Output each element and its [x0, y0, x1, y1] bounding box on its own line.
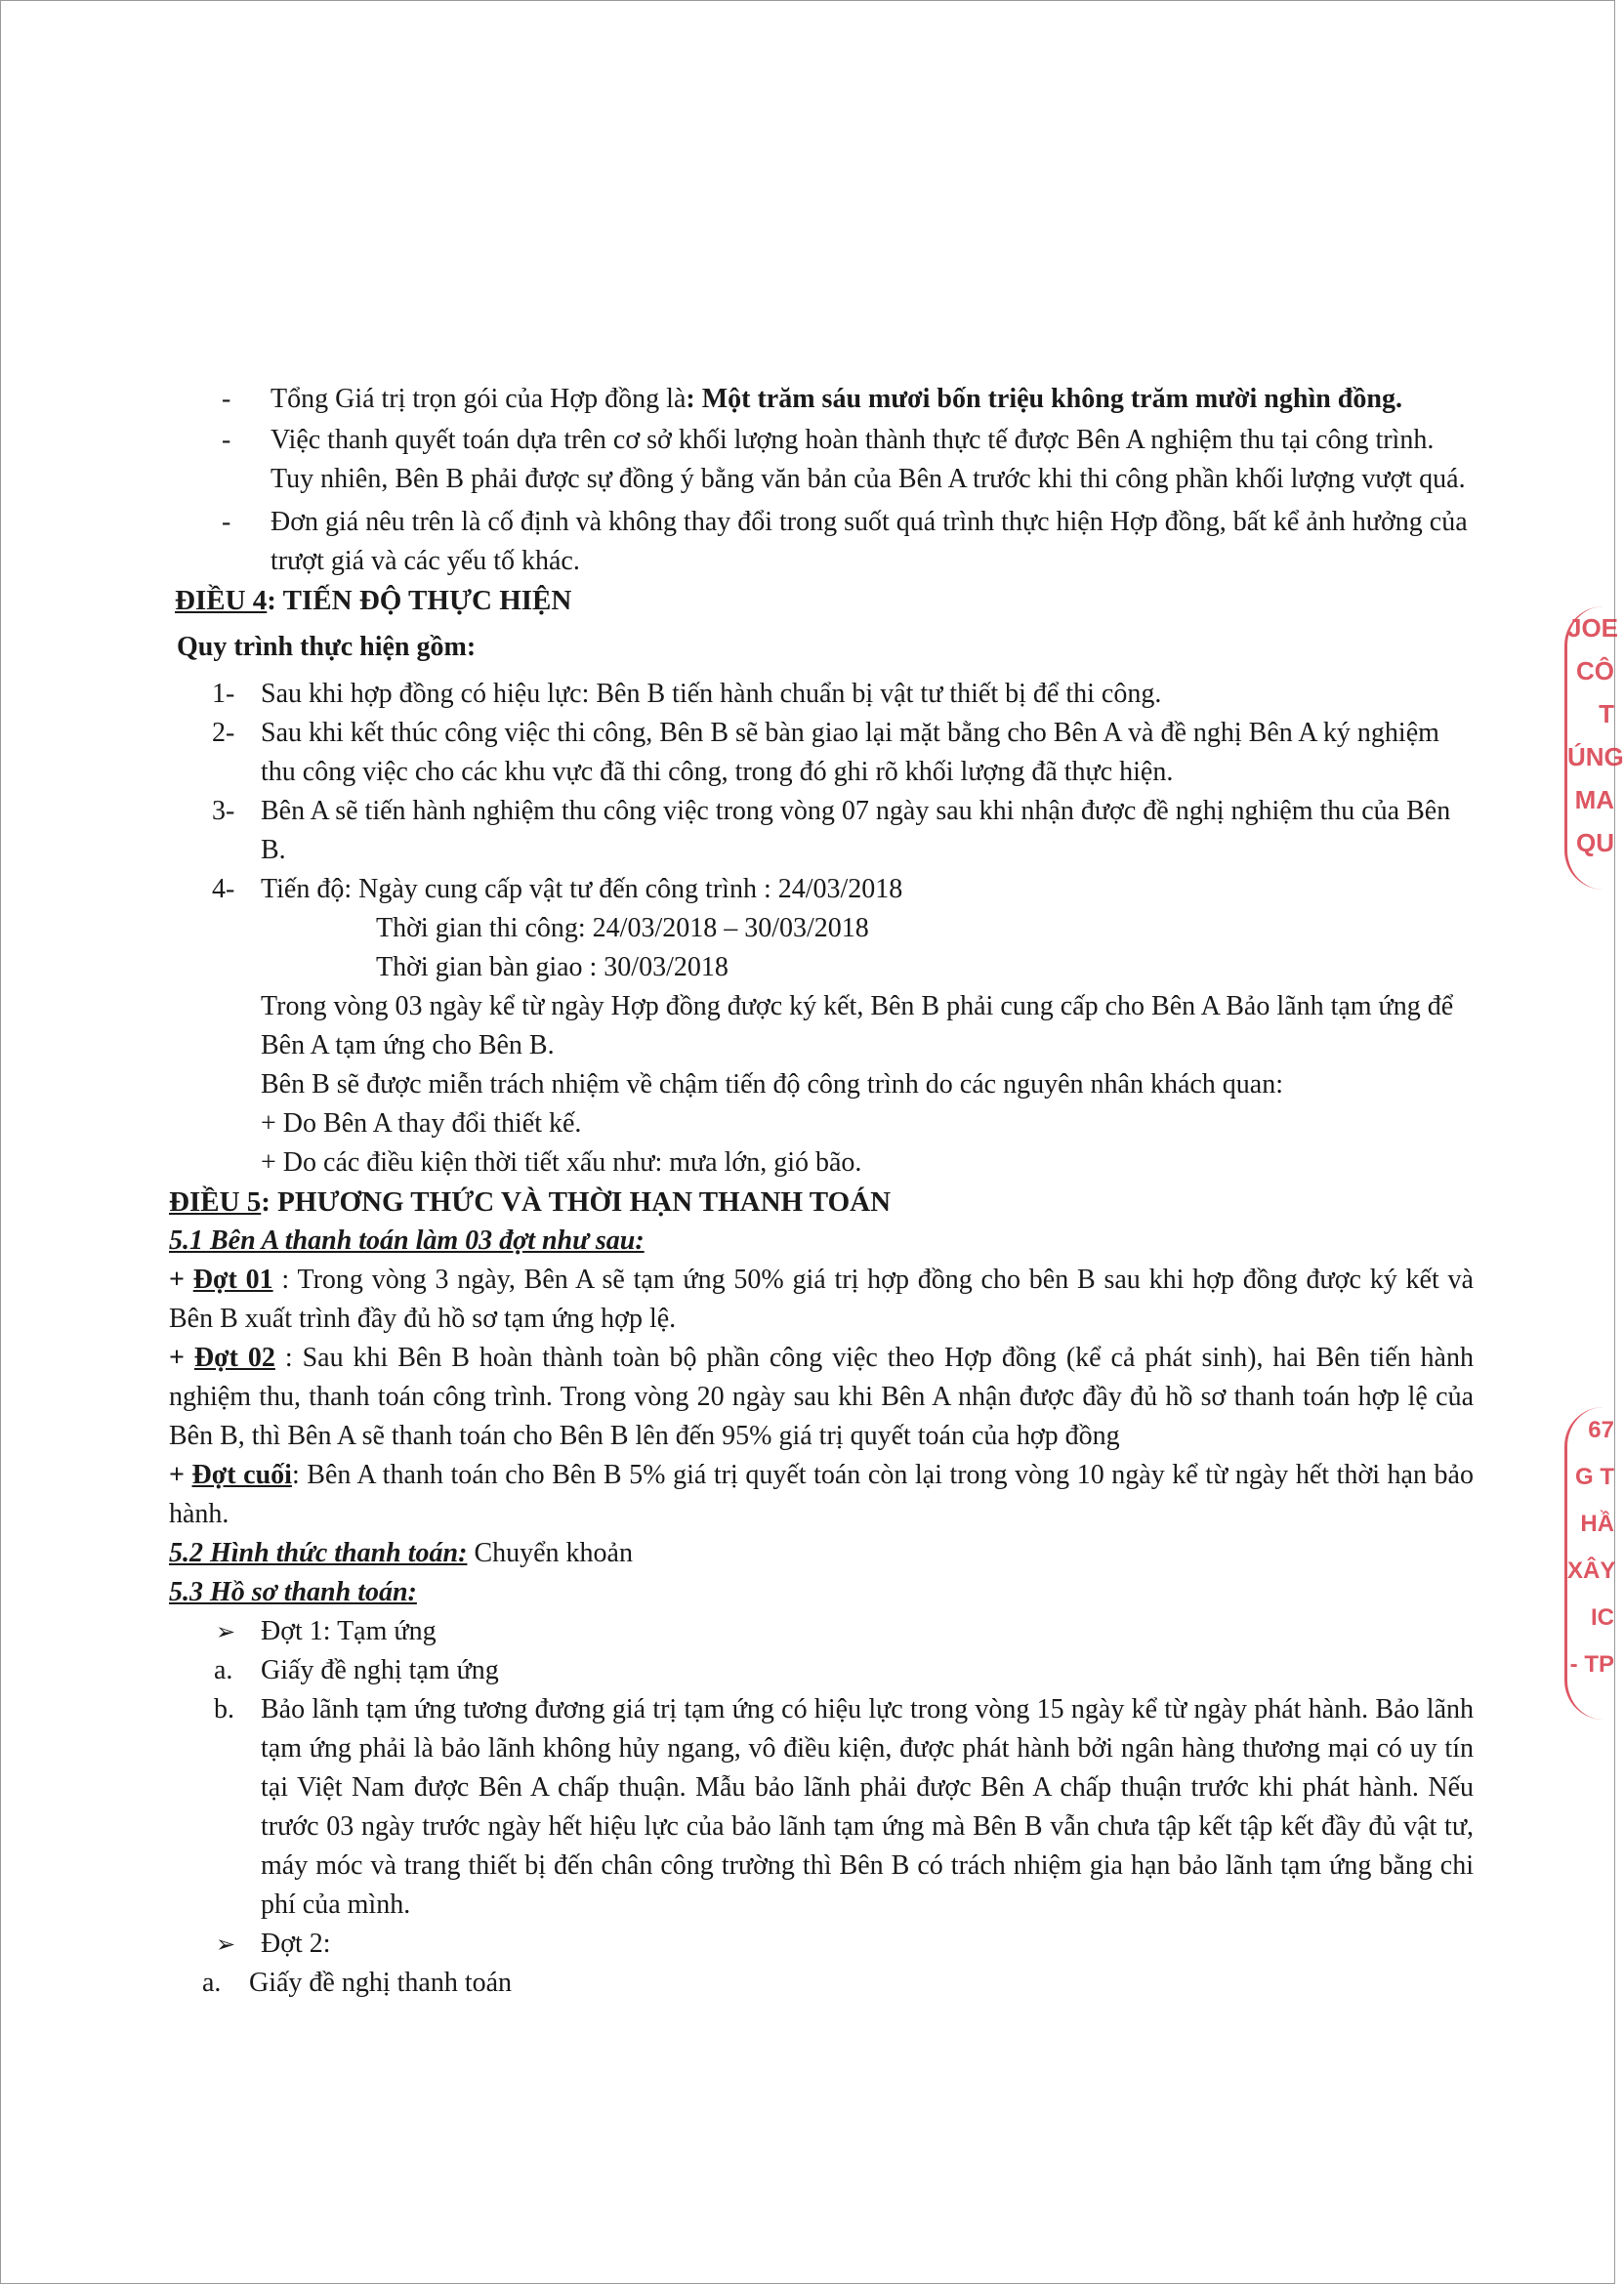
article-4-intro: Quy trình thực hiện gồm:	[177, 632, 477, 662]
installment-final: + Đợt cuối: Bên A thanh toán cho Bên B 5% giá trị quyết toán còn lại trong vòng 10 ngày kể từ ngày hết thời hạn bảo hành.	[169, 1460, 1474, 1529]
red-stamp-fragment-top: JOE CÔ T ÚNG MA QU	[1564, 606, 1614, 890]
installment-01: + Đợt 01 : Trong vòng 3 ngày, Bên A sẽ tạm ứng 50% giá trị hợp đồng cho bên B sau khi hợp đồng được ký kết và Bên B xuất trình đầy đủ hồ sơ tạm ứng hợp lệ.	[169, 1265, 1474, 1334]
document-body	[169, 380, 1474, 2003]
price-bullet-total: - Tổng Giá trị trọn gói của Hợp đồng là: Một trăm sáu mươi bốn triệu không trăm mười nghìn đồng.	[222, 384, 1402, 414]
arrow-bullet-icon: ➢	[216, 1931, 236, 1958]
step-1: 1- Sau khi hợp đồng có hiệu lực: Bên B tiến hành chuẩn bị vật tư thiết bị để thi công.	[212, 679, 1162, 709]
section-5-3-heading: 5.3 Hồ sơ thanh toán:	[169, 1577, 417, 1607]
article-5-heading: ĐIỀU 5: PHƯƠNG THỨC VÀ THỜI HẠN THANH TOÁN	[169, 1186, 892, 1218]
exemption-text: Bên B sẽ được miễn trách nhiệm về chậm tiến độ công trình do các nguyên nhân khách quan:	[261, 1069, 1284, 1100]
exemption-reason-2: + Do các điều kiện thời tiết xấu như: mưa lớn, gió bão.	[261, 1147, 862, 1178]
article-4-heading: ĐIỀU 4: TIẾN ĐỘ THỰC HIỆN	[175, 585, 572, 616]
price-bullet-unit-price: - Đơn giá nêu trên là cố định và không thay đổi trong suốt quá trình thực hiện Hợp đồng, bất kể ảnh hưởng của trượt giá và các yếu tố khác.	[222, 507, 1468, 576]
section-5-2: 5.2 Hình thức thanh toán: Chuyển khoản	[169, 1538, 633, 1568]
price-bullet-settlement: - Việc thanh quyết toán dựa trên cơ sở khối lượng hoàn thành thực tế được Bên A nghiệm thu tại công trình. Tuy nhiên, Bên B phải được sự đồng ý bằng văn bản của Bên A trước khi thi công phần khối lượng vượt quá.	[222, 425, 1466, 494]
advance-guarantee-text: Trong vòng 03 ngày kể từ ngày Hợp đồng được ký kết, Bên B phải cung cấp cho Bên A Bảo lãnh tạm ứng để Bên A tạm ứng cho Bên B.	[261, 991, 1454, 1060]
red-stamp-fragment-bottom: 67 G T HẦ XÂY IC - TP	[1564, 1407, 1614, 1720]
payment-stage-2: ➢ Đợt 2:	[169, 1925, 1474, 1964]
step-2: 2- Sau khi kết thúc công việc thi công, Bên B sẽ bàn giao lại mặt bằng cho Bên A và đề nghị Bên A ký nghiệm thu công việc cho các khu vực đã thi công, trong đó ghi rõ khối lượng đã thực hiện.	[212, 718, 1439, 787]
schedule-handover: Thời gian bàn giao : 30/03/2018	[376, 952, 729, 982]
stage-2-item-a: a. Giấy đề nghị thanh toán	[202, 1968, 513, 1998]
installment-02: + Đợt 02 : Sau khi Bên B hoàn thành toàn bộ phần công việc theo Hợp đồng (kể cả phát sinh), hai Bên tiến hành nghiệm thu, thanh toán công trình. Trong vòng 20 ngày sau khi Bên A nhận được đầy đủ hồ sơ thanh toán hợp lệ của Bên B, thì Bên A sẽ thanh toán cho Bên B lên đến 95% giá trị quyết toán của hợp đồng	[169, 1343, 1474, 1451]
arrow-bullet-icon: ➢	[216, 1618, 236, 1645]
step-3: 3- Bên A sẽ tiến hành nghiệm thu công việc trong vòng 07 ngày sau khi nhận được đề nghị nghiệm thu của Bên B.	[212, 796, 1451, 865]
step-4: 4- Tiến độ: Ngày cung cấp vật tư đến công trình : 24/03/2018	[212, 874, 903, 904]
section-5-1-heading: 5.1 Bên A thanh toán làm 03 đợt như sau:	[169, 1225, 645, 1256]
stage-1-item-b: b. Bảo lãnh tạm ứng tương đương giá trị tạm ứng có hiệu lực trong vòng 15 ngày kể từ ngày phát hành. Bảo lãnh tạm ứng phải là bảo lãnh không hủy ngang, vô điều kiện, được phát hành bởi ngân hàng thương mại có uy tín tại Việt Nam được Bên A chấp thuận. Mẫu bảo lãnh phải được Bên A chấp thuận trước khi phát hành. Nếu trước 03 ngày trước ngày hết hiệu lực của bảo lãnh tạm ứng mà Bên B vẫn chưa tập kết tập kết đầy đủ vật tư, máy móc và trang thiết bị đến chân công trường thì Bên B có trách nhiệm gia hạn bảo lãnh tạm ứng bằng chi phí của mình.	[214, 1694, 1474, 1920]
stage-1-item-a: a. Giấy đề nghị tạm ứng	[214, 1655, 499, 1685]
schedule-construction: Thời gian thi công: 24/03/2018 – 30/03/2018	[376, 913, 869, 943]
exemption-reason-1: + Do Bên A thay đổi thiết kế.	[261, 1108, 582, 1139]
payment-stage-1: ➢ Đợt 1: Tạm ứng	[169, 1612, 1474, 1651]
